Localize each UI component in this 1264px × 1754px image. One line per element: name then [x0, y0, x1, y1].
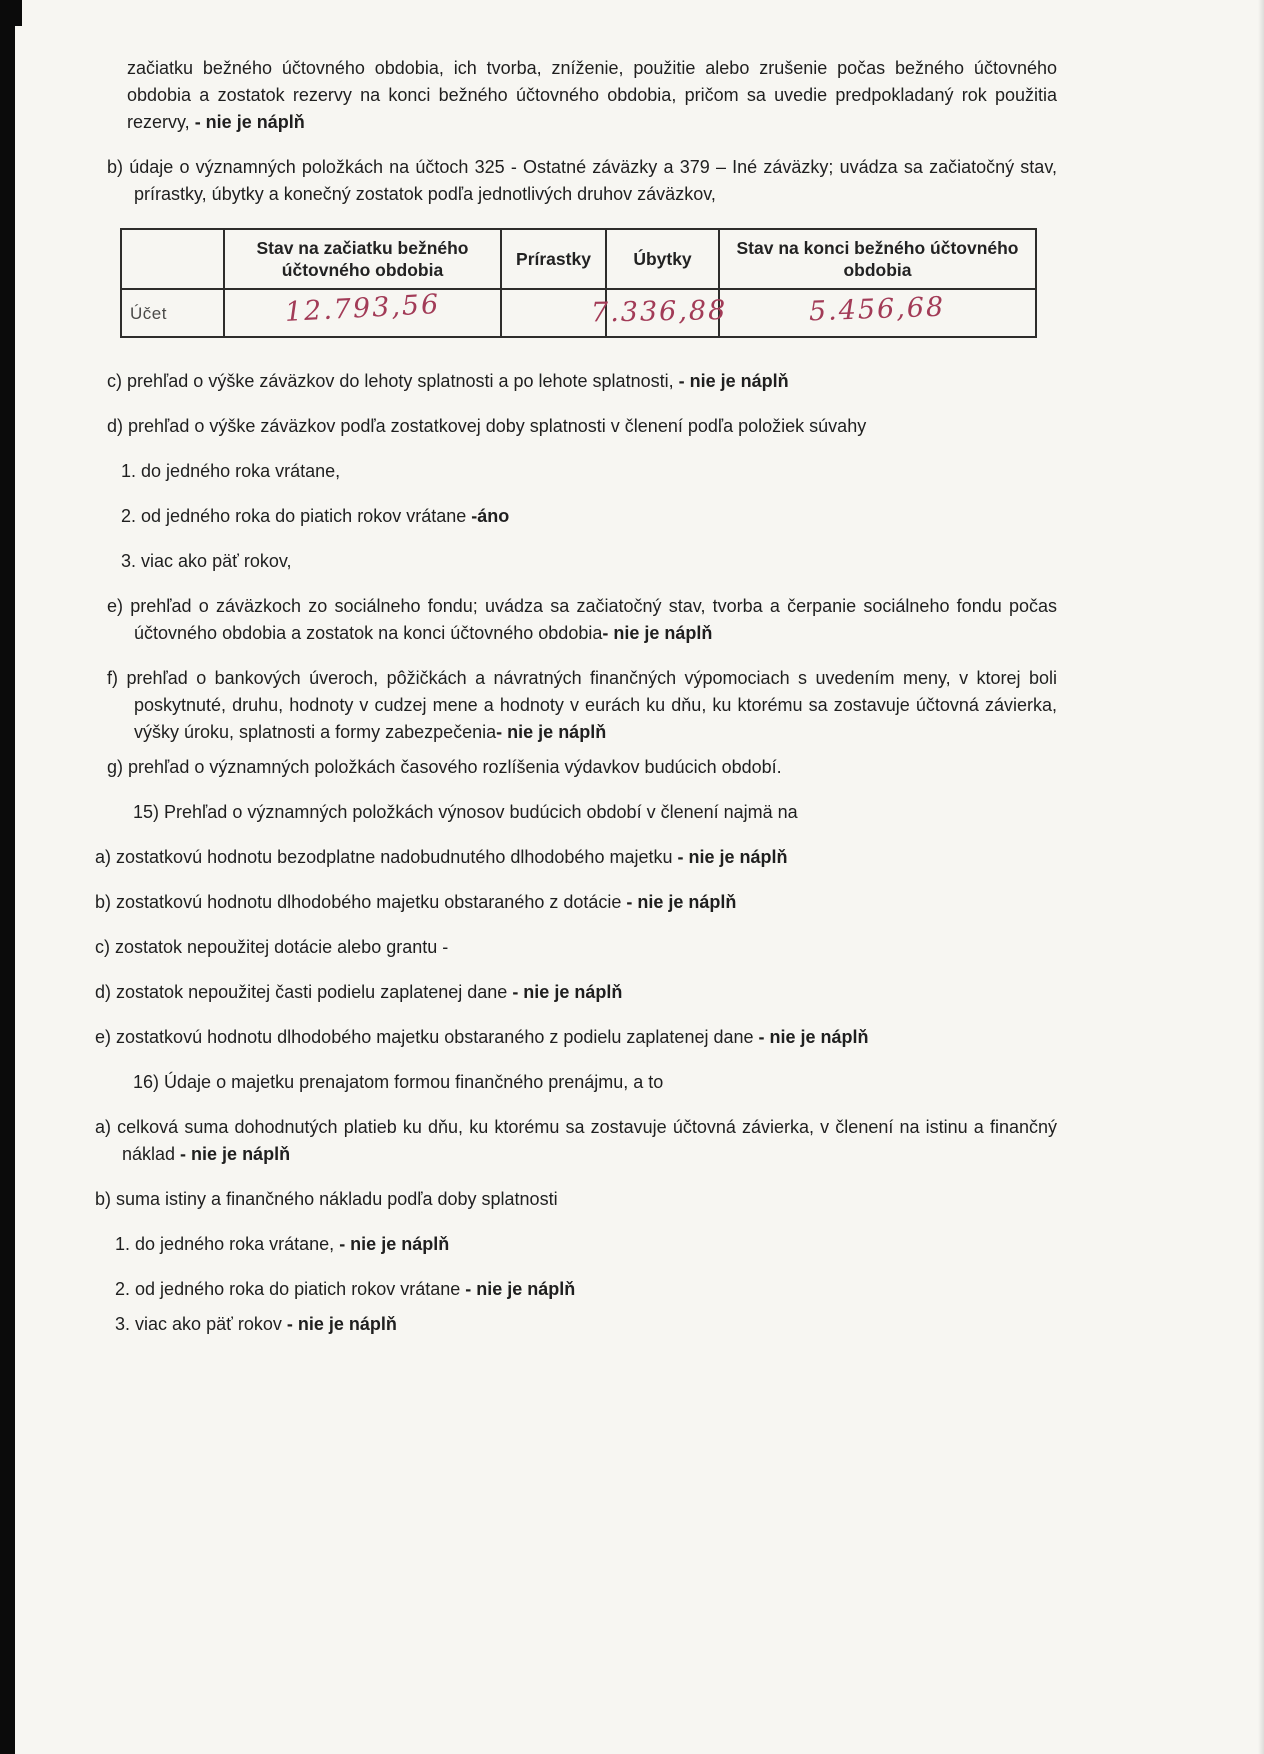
- section-text: Údaje o majetku prenajatom formou finančného prenájmu, a to: [164, 1072, 664, 1092]
- list-item-a-lease-payments: [95, 1114, 1057, 1168]
- item-label: a): [95, 1117, 112, 1137]
- item-label: g): [107, 757, 124, 777]
- handwritten-value: 12.793,56: [283, 288, 441, 329]
- list-item-d-tax-share: [95, 979, 1057, 1006]
- item-text: do jedného roka vrátane,: [135, 1234, 340, 1254]
- list-item-e-tax-share-assets: [95, 1024, 1057, 1051]
- item-bold-note: - nie je náplň: [512, 982, 623, 1002]
- section-text: Prehľad o významných položkách výnosov budúcich období v členení najmä na: [164, 802, 798, 822]
- paragraph-reserve-continuation: [127, 55, 1057, 136]
- item-bold-note: - nie je náplň: [677, 847, 788, 867]
- item-text: od jedného roka do piatich rokov vrátane: [135, 1279, 466, 1299]
- item-text: prehľad o bankových úveroch, pôžičkách a návratných finančných výpomociach s uvedením meny, v ktorej boli poskytnuté, druhu, hodnoty v cudzej mene a hodnoty v eurách ku dňu, ku ktorému sa zostavuje účtovná závierka, výšky úroku, splatnosti a formy zabezpečenia: [126, 668, 1057, 742]
- item-label: 2.: [121, 506, 137, 526]
- scan-left-edge: [0, 0, 15, 1754]
- table-header-row: [121, 229, 1036, 289]
- item-bold-note: - nie je náplň: [286, 1314, 397, 1334]
- list-item-d-remaining-maturity: [107, 413, 1057, 440]
- item-label: c): [95, 937, 110, 957]
- sub-item-3-over-five-years: [121, 548, 1057, 575]
- section-16-heading: [133, 1069, 1057, 1096]
- list-item-g-accrued-expenses: [107, 754, 1057, 781]
- item-text: zostatkovú hodnotu bezodplatne nadobudnutého dlhodobého majetku: [116, 847, 678, 867]
- item-bold-note: - nie je náplň: [180, 1144, 291, 1164]
- table-cell-opening-balance: [224, 289, 501, 337]
- sub-item-1-up-to-one-year: [121, 458, 1057, 485]
- list-item-b-accounts-325-379: [107, 154, 1057, 208]
- item-bold-note: - nie je náplň: [496, 722, 607, 742]
- handwritten-value: 5.456,68: [808, 291, 947, 328]
- handwritten-value: 7.336,88: [590, 295, 728, 329]
- paragraph-bold-note: - nie je náplň: [194, 112, 305, 132]
- item-bold-note: - nie je náplň: [602, 623, 713, 643]
- item-text: prehľad o významných položkách časového rozlíšenia výdavkov budúcich období.: [128, 757, 782, 777]
- table-data-row: [121, 289, 1036, 337]
- table-cell-account: Účet: [121, 289, 224, 337]
- section-number: 16): [133, 1072, 160, 1092]
- item-text: prehľad o výške záväzkov do lehoty splatnosti a po lehote splatnosti,: [127, 371, 679, 391]
- table-header-closing-balance: Stav na konci bežného účtovného obdobia: [719, 229, 1036, 289]
- document-content: [95, 55, 1057, 1356]
- section-number: 15): [133, 802, 160, 822]
- list-item-b-subsidy-assets: [95, 889, 1057, 916]
- item-text: do jedného roka vrátane,: [141, 461, 341, 481]
- scan-corner-artifact: [15, 0, 22, 26]
- item-label: 2.: [115, 1279, 131, 1299]
- item-text: suma istiny a finančného nákladu podľa doby splatnosti: [116, 1189, 558, 1209]
- liabilities-table: [120, 228, 1037, 338]
- item-text: prehľad o výške záväzkov podľa zostatkovej doby splatnosti v členení podľa položiek súvahy: [128, 416, 867, 436]
- liabilities-table-wrapper: [120, 228, 1057, 338]
- item-text: zostatok nepoužitej dotácie alebo grantu -: [115, 937, 449, 957]
- table-header-additions: Prírastky: [501, 229, 606, 289]
- item-bold-note: - nie je náplň: [678, 371, 789, 391]
- list-item-c-unused-subsidy: [95, 934, 1057, 961]
- table-header-blank: [121, 229, 224, 289]
- item-bold-note: - nie je náplň: [465, 1279, 576, 1299]
- item-text: viac ako päť rokov,: [141, 551, 292, 571]
- sub-item-2-one-to-five-years: [121, 503, 1057, 530]
- item-label: c): [107, 371, 122, 391]
- item-label: b): [95, 892, 112, 912]
- table-cell-closing-balance: [719, 289, 1036, 337]
- sub-item-1-lease-up-to-one-year: [115, 1231, 1057, 1258]
- item-bold-note: - nie je náplň: [626, 892, 737, 912]
- item-label: 1.: [115, 1234, 131, 1254]
- item-text: zostatkovú hodnotu dlhodobého majetku obstaraného z podielu zaplatenej dane: [116, 1027, 759, 1047]
- item-label: f): [107, 668, 118, 688]
- item-label: 1.: [121, 461, 137, 481]
- item-label: e): [95, 1027, 112, 1047]
- list-item-e-social-fund: [107, 593, 1057, 647]
- table-header-decreases: Úbytky: [606, 229, 719, 289]
- item-label: 3.: [115, 1314, 131, 1334]
- item-text: viac ako päť rokov: [135, 1314, 287, 1334]
- item-text: zostatok nepoužitej časti podielu zaplatenej dane: [116, 982, 513, 1002]
- item-label: 3.: [121, 551, 137, 571]
- item-text: prehľad o záväzkoch zo sociálneho fondu; uvádza sa začiatočný stav, tvorba a čerpanie sociálneho fondu počas účtovného obdobia a zostatok na konci účtovného obdobia: [130, 596, 1057, 643]
- item-bold-note: - nie je náplň: [339, 1234, 450, 1254]
- table-header-opening-balance: Stav na začiatku bežného účtovného obdobia: [224, 229, 501, 289]
- list-item-f-bank-loans: [107, 665, 1057, 746]
- item-label: b): [95, 1189, 112, 1209]
- item-label: e): [107, 596, 124, 616]
- sub-item-2-lease-one-to-five-years: [115, 1276, 1057, 1303]
- item-label: b): [107, 157, 124, 177]
- section-15-heading: [133, 799, 1057, 826]
- list-item-b-principal-finance-cost: [95, 1186, 1057, 1213]
- item-text: údaje o významných položkách na účtoch 325 - Ostatné záväzky a 379 – Iné záväzky; uvádza sa začiatočný stav, prírastky, úbytky a konečný zostatok podľa jednotlivých druhov záväzkov,: [129, 157, 1057, 204]
- list-item-a-gratuitous-assets: [95, 844, 1057, 871]
- table-cell-decreases: [590, 289, 728, 337]
- item-text: od jedného roka do piatich rokov vrátane: [141, 506, 472, 526]
- list-item-c-due-dates: [107, 368, 1057, 395]
- item-text: zostatkovú hodnotu dlhodobého majetku obstaraného z dotácie: [116, 892, 627, 912]
- sub-item-3-lease-over-five-years: [115, 1311, 1057, 1338]
- item-bold-note: - nie je náplň: [758, 1027, 869, 1047]
- item-bold-note: -áno: [471, 506, 510, 526]
- paragraph-text: začiatku bežného účtovného obdobia, ich tvorba, zníženie, použitie alebo zrušenie počas bežného účtovného obdobia a zostatok rezervy na konci bežného účtovného obdobia, pričom sa uvedie predpokladaný rok použitia rezervy,: [127, 58, 1057, 132]
- scan-right-shadow: [1258, 0, 1264, 1754]
- item-label: d): [107, 416, 124, 436]
- item-label: d): [95, 982, 112, 1002]
- item-text: celková suma dohodnutých platieb ku dňu, ku ktorému sa zostavuje účtovná závierka, v členení na istinu a finančný náklad: [117, 1117, 1057, 1164]
- item-label: a): [95, 847, 112, 867]
